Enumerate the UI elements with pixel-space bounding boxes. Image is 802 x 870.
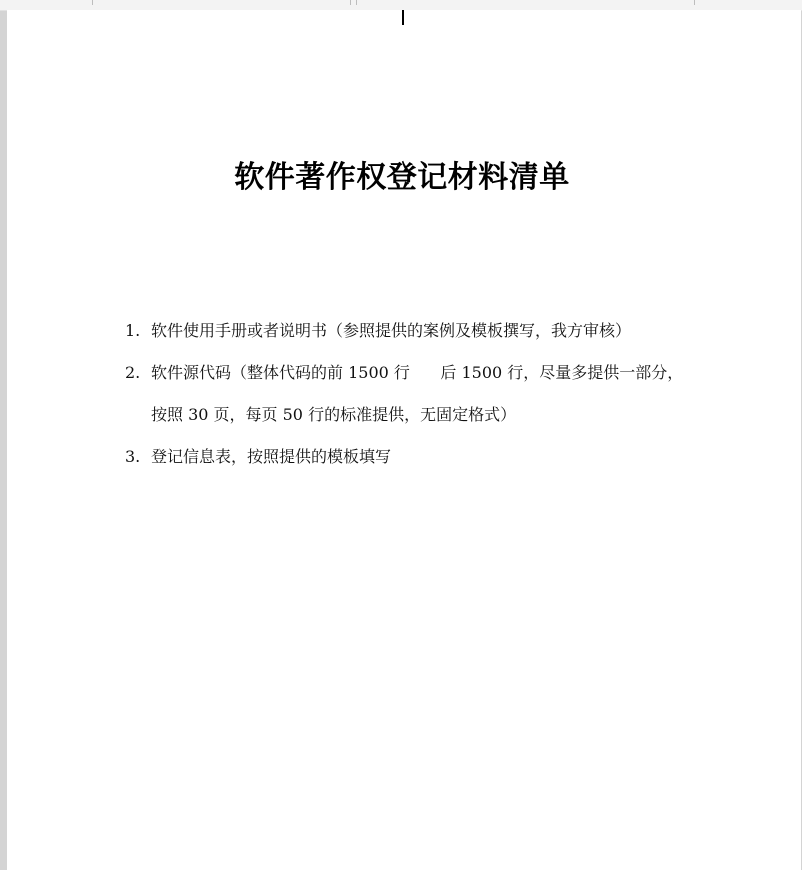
ruler-tick: [92, 0, 93, 5]
text-cursor: [402, 10, 404, 25]
document-page[interactable]: [7, 10, 801, 870]
list-item: [125, 436, 685, 478]
list-item-number: 2.: [125, 363, 141, 382]
ruler-tick: [694, 0, 695, 5]
list-item-text: 登记信息表，按照提供的模板填写: [151, 447, 392, 466]
ruler-tick: [350, 0, 351, 5]
list-item: [125, 310, 685, 352]
materials-list: [125, 310, 685, 478]
list-item-text: 软件源代码（整体代码的前 1500 行 后 1500 行，尽量多提供一部分，按照 30 页，每页 50 行的标准提供，无固定格式）: [151, 363, 684, 424]
document-title: 软件著作权登记材料清单: [234, 160, 570, 195]
list-item: [125, 352, 685, 436]
list-item-number: 3.: [125, 447, 141, 466]
list-item-text: 软件使用手册或者说明书（参照提供的案例及模板撰写，我方审核）: [151, 321, 632, 340]
ruler-tick: [356, 0, 357, 5]
list-item-number: 1.: [125, 321, 141, 340]
